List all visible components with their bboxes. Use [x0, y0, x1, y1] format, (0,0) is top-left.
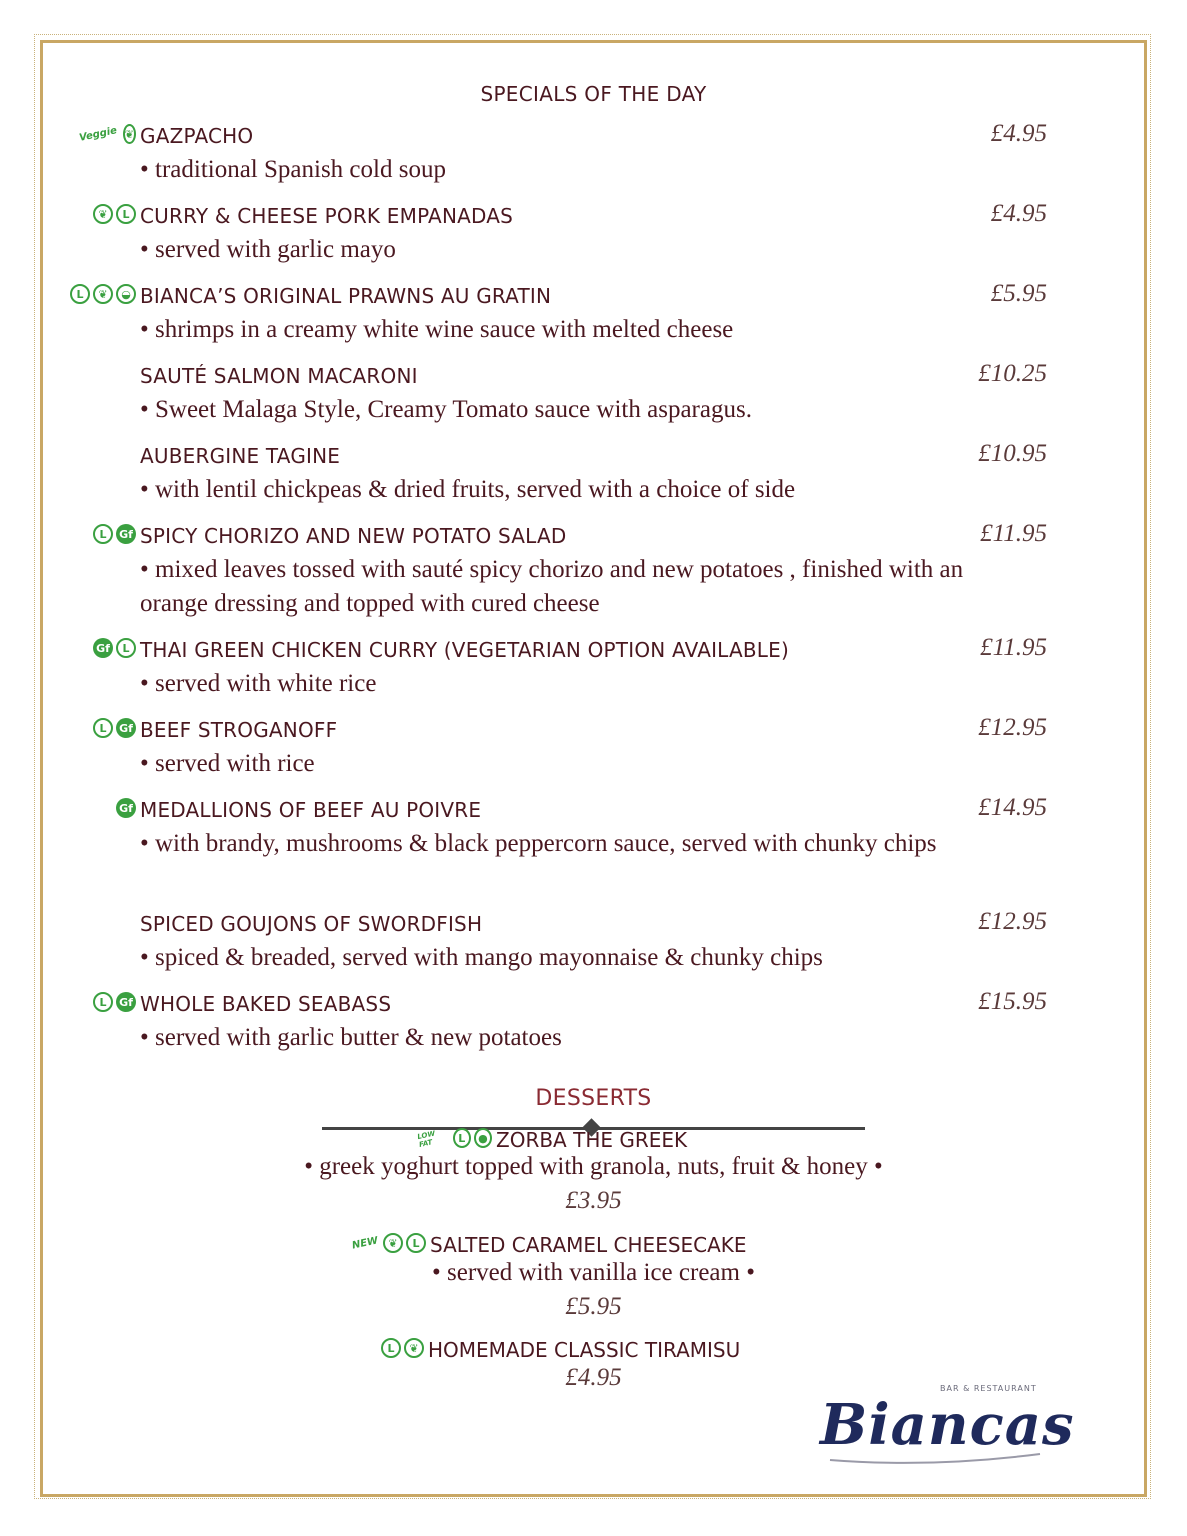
item-name-empanadas: CURRY & CHEESE PORK EMPANADAS: [140, 204, 514, 228]
item-name-aubergine: AUBERGINE TAGINE: [140, 444, 341, 468]
lactose-icon: L: [453, 1128, 471, 1148]
item-name-salmon: SAUTÉ SALMON MACARONI: [140, 364, 418, 388]
dessert-price-cheesecake: £5.95: [565, 1293, 622, 1320]
nut-icon: ●: [474, 1128, 492, 1148]
dessert-price-tiramisu: £4.95: [565, 1364, 622, 1391]
gluten-free-icon: Gf: [116, 992, 136, 1012]
shellfish-icon: ◒: [116, 284, 136, 304]
item-desc-swordfish: • spiced & breaded, served with mango mayonnaise & chunky chips: [140, 944, 823, 971]
gluten-free-icon: Gf: [116, 524, 136, 544]
dessert-name-zorba: ZORBA THE GREEK: [496, 1128, 688, 1152]
lactose-icon: L: [116, 638, 136, 658]
leaf-icon: ❦: [123, 124, 136, 144]
dessert-icons: [344, 1233, 426, 1253]
gluten-free-icon: Gf: [116, 798, 136, 818]
item-name-seabass: WHOLE BAKED SEABASS: [140, 992, 392, 1016]
item-desc-prawns: • shrimps in a creamy white wine sauce with melted cheese: [140, 316, 734, 343]
item-price-prawns: £5.95: [990, 280, 1047, 307]
leaf-icon: ❦: [93, 204, 113, 224]
biancas-logo: [820, 1380, 1075, 1470]
item-icons: [110, 798, 136, 818]
specials-title: SPECIALS OF THE DAY: [480, 82, 707, 106]
item-icons: [62, 284, 136, 304]
item-name-chorizo: SPICY CHORIZO AND NEW POTATO SALAD: [140, 524, 567, 548]
item-icons: [86, 638, 136, 658]
item-name-medallions: MEDALLIONS OF BEEF AU POIVRE: [140, 798, 482, 822]
item-price-empanadas: £4.95: [990, 200, 1047, 227]
lactose-icon: L: [93, 524, 113, 544]
item-desc-empanadas: • served with garlic mayo: [140, 236, 396, 263]
logo-wordmark: Biancas: [820, 1392, 1075, 1458]
lactose-icon: L: [93, 718, 113, 738]
dessert-name-cheesecake: SALTED CARAMEL CHEESECAKE: [430, 1233, 747, 1257]
item-price-swordfish: £12.95: [978, 908, 1047, 935]
desserts-title: DESSERTS: [535, 1086, 652, 1111]
item-icons: [86, 718, 136, 738]
lactose-icon: L: [70, 284, 90, 304]
leaf-icon: ❦: [93, 284, 113, 304]
item-desc-salmon: • Sweet Malaga Style, Creamy Tomato sauce with asparagus.: [140, 396, 752, 423]
gluten-free-icon: Gf: [116, 718, 136, 738]
logo-subtitle: BAR & RESTAURANT: [940, 1384, 1037, 1393]
new-tag: NEW: [350, 1234, 379, 1252]
item-desc-seabass: • served with garlic butter & new potatoes: [140, 1024, 562, 1051]
dessert-icons: [418, 1128, 492, 1148]
item-price-seabass: £15.95: [978, 988, 1047, 1015]
dessert-name-tiramisu: HOMEMADE CLASSIC TIRAMISU: [428, 1338, 741, 1362]
dessert-icons: [374, 1338, 424, 1358]
item-price-aubergine: £10.95: [978, 440, 1047, 467]
item-price-medallions: £14.95: [978, 794, 1047, 821]
veggie-tag: Veggie: [78, 124, 119, 144]
dessert-desc-cheesecake: • served with vanilla ice cream •: [432, 1259, 755, 1286]
item-icons: [86, 992, 136, 1012]
item-name-gazpacho: GAZPACHO: [140, 124, 254, 148]
item-price-chorizo: £11.95: [980, 520, 1047, 547]
low-fat-tag: LOW FAT: [416, 1129, 436, 1149]
lactose-icon: L: [381, 1338, 401, 1358]
item-desc-gazpacho: • traditional Spanish cold soup: [140, 156, 446, 183]
lactose-icon: L: [406, 1233, 426, 1253]
item-desc-thai-curry: • served with white rice: [140, 670, 377, 697]
item-desc-stroganoff: • served with rice: [140, 750, 315, 777]
gluten-free-icon: Gf: [93, 638, 113, 658]
item-price-stroganoff: £12.95: [978, 714, 1047, 741]
item-price-thai-curry: £11.95: [980, 634, 1047, 661]
item-desc-medallions: • with brandy, mushrooms & black peppercorn sauce, served with chunky chips: [140, 830, 937, 857]
item-icons: [78, 124, 136, 144]
leaf-icon: ❦: [383, 1233, 403, 1253]
item-desc-chorizo: • mixed leaves tossed with sauté spicy chorizo and new potatoes , finished with an orange dressing and topped with cured cheese: [140, 556, 964, 617]
item-price-gazpacho: £4.95: [990, 120, 1047, 147]
lactose-icon: L: [116, 204, 136, 224]
lactose-icon: L: [93, 992, 113, 1012]
item-name-thai-curry: THAI GREEN CHICKEN CURRY (VEGETARIAN OPTION AVAILABLE): [140, 638, 789, 662]
logo-swoosh: [820, 1450, 1050, 1466]
leaf-icon: ❦: [404, 1338, 424, 1358]
item-name-swordfish: SPICED GOUJONS OF SWORDFISH: [140, 912, 483, 936]
item-icons: [86, 204, 136, 224]
item-icons: [86, 524, 136, 544]
dessert-desc-zorba: • greek yoghurt topped with granola, nuts, fruit & honey •: [304, 1153, 883, 1180]
item-name-prawns: BIANCA’S ORIGINAL PRAWNS AU GRATIN: [140, 284, 552, 308]
item-name-stroganoff: BEEF STROGANOFF: [140, 718, 338, 742]
item-desc-aubergine: • with lentil chickpeas & dried fruits, served with a choice of side: [140, 476, 796, 503]
item-price-salmon: £10.25: [978, 360, 1047, 387]
dessert-price-zorba: £3.95: [565, 1187, 622, 1214]
